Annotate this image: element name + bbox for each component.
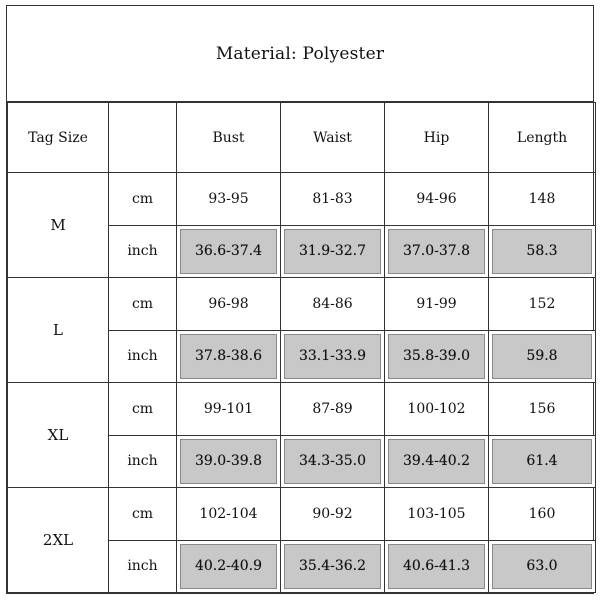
length-value: 156 — [489, 383, 596, 436]
length-value: 58.3 — [489, 225, 596, 278]
header-unit — [109, 103, 177, 173]
header-bust: Bust — [177, 103, 281, 173]
waist-value: 34.3-35.0 — [281, 435, 385, 488]
waist-value: 33.1-33.9 — [281, 330, 385, 383]
size-chart — [6, 5, 594, 594]
size-label: 2XL — [8, 488, 109, 593]
unit-label: cm — [109, 488, 177, 541]
material-title: Material: Polyester — [7, 6, 593, 102]
waist-value: 90-92 — [281, 488, 385, 541]
waist-value: 87-89 — [281, 383, 385, 436]
hip-value: 39.4-40.2 — [385, 435, 489, 488]
hip-value: 103-105 — [385, 488, 489, 541]
header-length: Length — [489, 103, 596, 173]
bust-value: 39.0-39.8 — [177, 435, 281, 488]
size-label: XL — [8, 383, 109, 488]
table-row — [8, 278, 596, 331]
header-hip: Hip — [385, 103, 489, 173]
length-value: 160 — [489, 488, 596, 541]
unit-label: cm — [109, 278, 177, 331]
length-value: 61.4 — [489, 435, 596, 488]
bust-value: 96-98 — [177, 278, 281, 331]
hip-value: 40.6-41.3 — [385, 540, 489, 593]
size-label: M — [8, 173, 109, 278]
header-tag-size: Tag Size — [8, 103, 109, 173]
unit-label: cm — [109, 173, 177, 226]
table-row — [8, 488, 596, 541]
size-table — [7, 102, 596, 593]
size-label: L — [8, 278, 109, 383]
length-value: 152 — [489, 278, 596, 331]
bust-value: 93-95 — [177, 173, 281, 226]
waist-value: 31.9-32.7 — [281, 225, 385, 278]
bust-value: 40.2-40.9 — [177, 540, 281, 593]
hip-value: 94-96 — [385, 173, 489, 226]
bust-value: 37.8-38.6 — [177, 330, 281, 383]
bust-value: 102-104 — [177, 488, 281, 541]
unit-label: inch — [109, 330, 177, 383]
hip-value: 35.8-39.0 — [385, 330, 489, 383]
hip-value: 91-99 — [385, 278, 489, 331]
hip-value: 100-102 — [385, 383, 489, 436]
length-value: 59.8 — [489, 330, 596, 383]
header-waist: Waist — [281, 103, 385, 173]
waist-value: 81-83 — [281, 173, 385, 226]
table-row — [8, 383, 596, 436]
waist-value: 84-86 — [281, 278, 385, 331]
length-value: 148 — [489, 173, 596, 226]
unit-label: cm — [109, 383, 177, 436]
unit-label: inch — [109, 435, 177, 488]
unit-label: inch — [109, 225, 177, 278]
unit-label: inch — [109, 540, 177, 593]
bust-value: 36.6-37.4 — [177, 225, 281, 278]
hip-value: 37.0-37.8 — [385, 225, 489, 278]
length-value: 63.0 — [489, 540, 596, 593]
waist-value: 35.4-36.2 — [281, 540, 385, 593]
bust-value: 99-101 — [177, 383, 281, 436]
header-row — [8, 103, 596, 173]
table-row — [8, 173, 596, 226]
